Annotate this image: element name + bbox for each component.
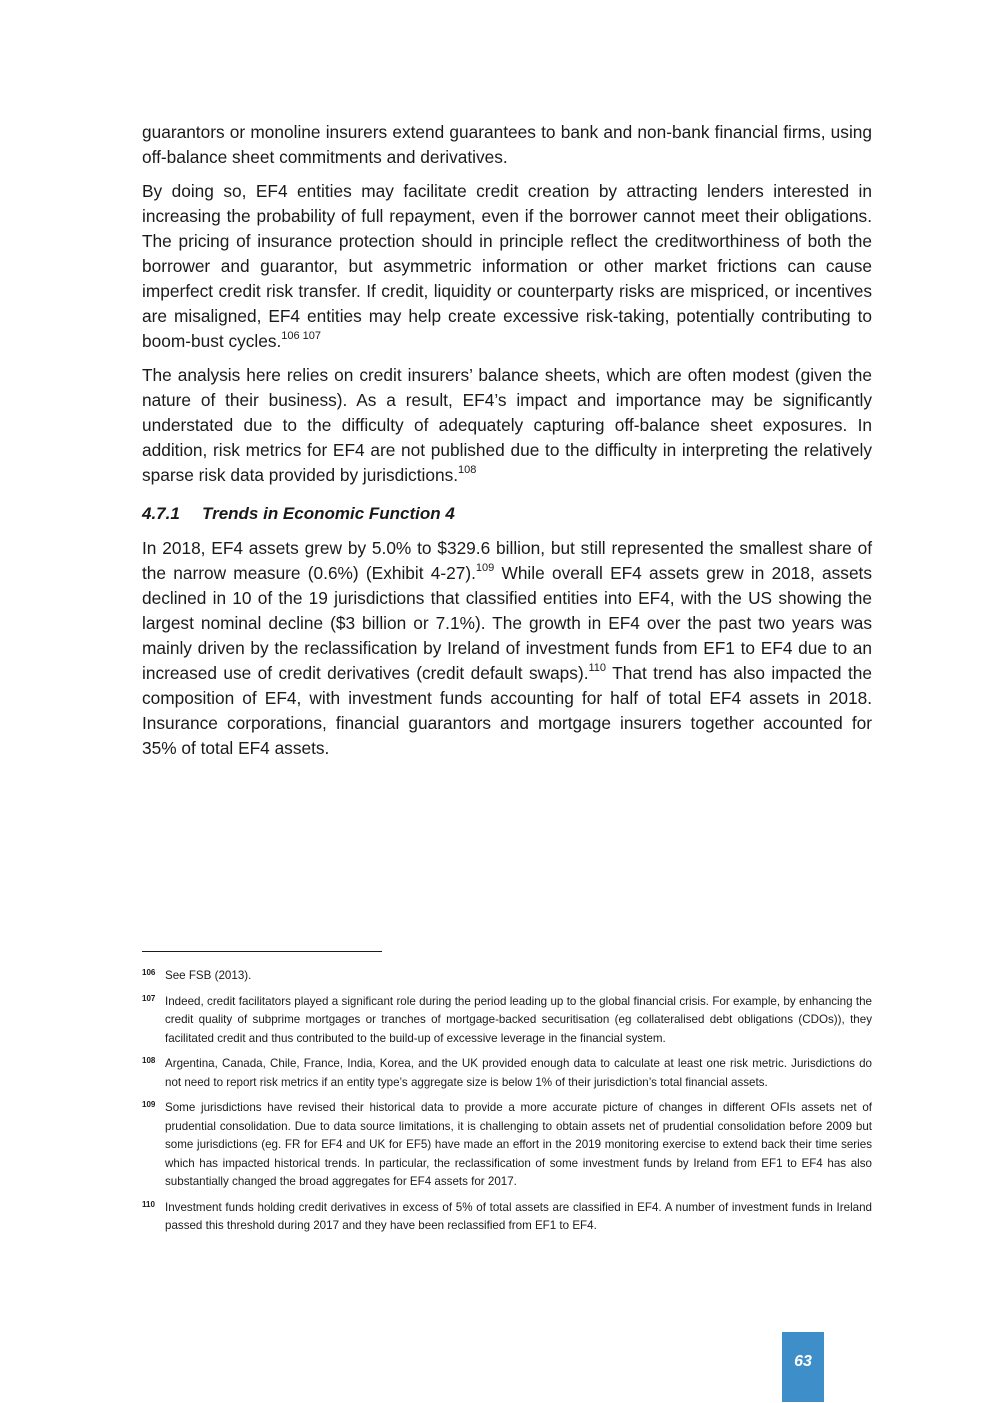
footnote-107	[142, 993, 872, 1049]
section-number: 4.7.1	[142, 504, 180, 523]
footnote-number: 109	[142, 1100, 156, 1109]
section-heading	[142, 502, 872, 526]
footnote-ref-110[interactable]: 110	[588, 662, 607, 675]
footnote-109	[142, 1099, 872, 1192]
footnote-text: Indeed, credit facilitators played a significant role during the period leading up to the global financial crisis. For example, by enhancing the credit quality of subprime mortgages or tranches of mortgage-backed securitisation (eg collateralised debt obligations (CDOs)), they facilitated credit and thus contributed to the build-up of excessive leverage in the financial system.	[165, 994, 872, 1045]
footnote-number: 106	[142, 968, 156, 977]
main-text	[142, 120, 872, 770]
footnotes	[142, 967, 872, 1243]
footnote-number: 107	[142, 993, 156, 1003]
paragraph-4: In 2018, EF4 assets grew by 5.0% to $329.6 billion, but still represented the smallest share of the narrow measure (0.6%) (Exhibit 4-27).$^{109}$ While overall EF4 assets grew in 2018, assets declined in 10 of the 19 jurisdictions that classified entities into EF4, with the US showing the largest nominal decline ($3 billion or 7.1%). The growth in EF4 over the past two years was mainly driven by the reclassification by Ireland of investment funds from EF1 to EF4 due to an increased use of credit derivatives (credit default swaps).$^{110}$ That trend has also impacted the composition of EF4, with investment funds accounting for half of total EF4 assets in 2018. Insurance corporations, financial guarantors and mortgage insurers together accounted for 35% of total EF4 assets.	[142, 538, 872, 758]
footnote-110	[142, 1199, 872, 1236]
footnote-text: See FSB (2013).	[165, 969, 252, 982]
footnote-number: 110	[142, 1199, 155, 1209]
footnote-106	[142, 967, 872, 986]
footnote-ref-106-107[interactable]: 106 107	[281, 330, 322, 343]
paragraph-2: By doing so, EF4 entities may facilitate credit creation by attracting lenders interested in increasing the probability of full repayment, even if the borrower cannot meet their obligations. The pricing of insurance protection should in principle reflect the creditworthiness of both the borrower and guarantor, but asymmetric information or other market frictions can cause imperfect credit risk transfer. If credit, liquidity or counterparty risks are mispriced, or incentives are misaligned, EF4 entities may help create excessive risk-taking, potentially contributing to boom-bust cycles.$^{106 107}$	[142, 181, 872, 351]
footnote-number: 108	[142, 1056, 156, 1065]
footnote-ref-109[interactable]: 109	[475, 562, 495, 575]
footnote-ref-108[interactable]: 108	[458, 464, 477, 477]
footnote-text: Investment funds holding credit derivatives in excess of 5% of total assets are classified in EF4. A number of investment funds in Ireland passed this threshold during 2017 and they have been reclassified from EF1 to EF4.	[165, 1200, 872, 1232]
footnote-108	[142, 1055, 872, 1092]
paragraph-3: The analysis here relies on credit insurers’ balance sheets, which are often modest (given the nature of their business). As a result, EF4’s impact and importance may be significantly understated due to the difficulty of adequately capturing off-balance sheet exposures. In addition, risk metrics for EF4 are not published due to the difficulty in interpreting the relatively sparse risk data provided by jurisdictions.$^{108}$	[142, 365, 872, 485]
footnote-text: Argentina, Canada, Chile, France, India, Korea, and the UK provided enough data to calculate at least one risk metric. Jurisdictions do not need to report risk metrics if an entity type’s aggregate size is below 1% of their jurisdiction’s total financial assets.	[165, 1057, 872, 1089]
footnote-text: Some jurisdictions have revised their historical data to provide a more accurate picture of changes in different OFIs assets net of prudential consolidation. Due to data source limitations, it is challenging to obtain assets net of prudential consolidation before 2009 but some jurisdictions (eg. FR for EF4 and UK for EF5) have made an effort in the 2019 monitoring exercise to extend back their time series which has impacted historical trends. In particular, the reclassification of some investment funds by Ireland from EF1 to EF4 has also substantially changed the broad aggregates for EF4 assets for 2017.	[165, 1101, 872, 1188]
page-number-badge	[782, 1332, 824, 1402]
paragraph-1: guarantors or monoline insurers extend guarantees to bank and non-bank financial firms, using off-balance sheet commitments and derivatives.	[142, 122, 872, 167]
section-title: Trends in Economic Function 4	[202, 504, 455, 523]
footnote-divider	[142, 951, 382, 952]
page-number: 63	[794, 1353, 812, 1370]
